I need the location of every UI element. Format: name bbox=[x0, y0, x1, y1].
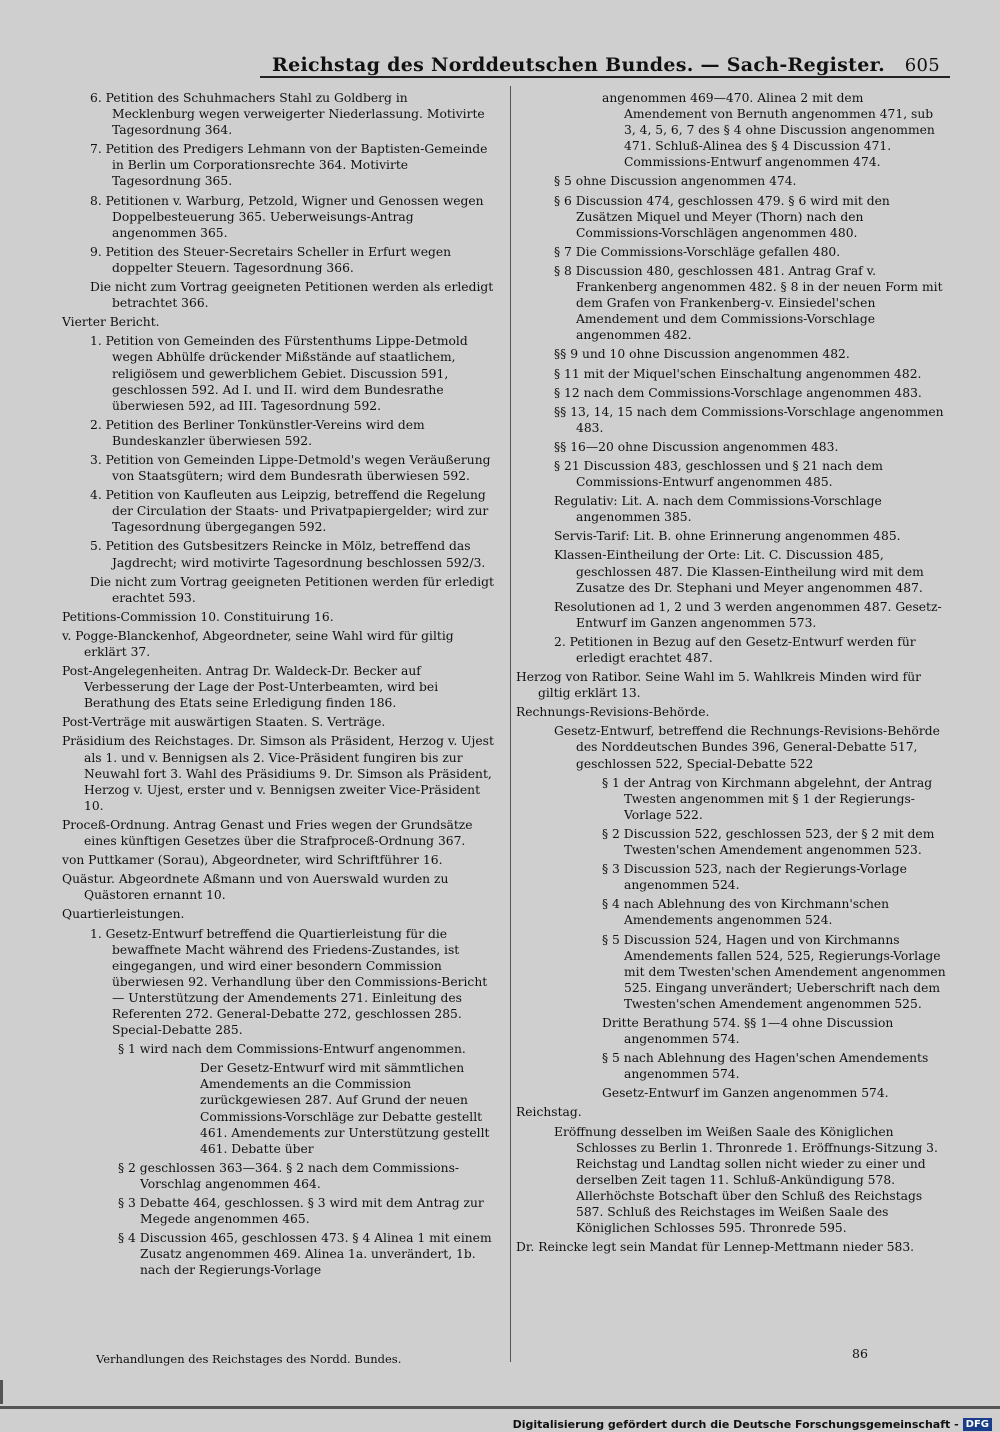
index-entry: § 3 Debatte 464, geschlossen. § 3 wird mit dem Antrag zur Megede angenommen 465. bbox=[118, 1196, 484, 1227]
index-entry: Quartierleistungen. bbox=[62, 907, 185, 922]
digitization-credit bbox=[513, 1418, 992, 1431]
right-column bbox=[516, 90, 946, 1258]
index-entry: Der Gesetz-Entwurf wird mit sämmtlichen Amendements an die Commission zurückgewiesen 287. Auf Grund der neuen Commissions-Vorschläge zur Debatte gestellt 461. Amendements zur Unterstützung gestellt 461. Debatte über bbox=[200, 1061, 490, 1156]
index-entry: Dr. Reincke legt sein Mandat für Lennep-Mettmann nieder 583. bbox=[516, 1240, 915, 1255]
index-entry: Präsidium des Reichstages. Dr. Simson als Präsident, Herzog v. Ujest als 1. und v. Bennigsen als 2. Vice-Präsident fungiren bis zur Neuwahl fort 3. Wahl des Präsidiums 9. Dr. Simson als Präsident, Herzog v. Ujest, erster und v. Bennigsen zweiter Vice-Präsident 10. bbox=[62, 734, 494, 813]
index-entry: Resolutionen ad 1, 2 und 3 werden angenommen 487. Gesetz-Entwurf im Ganzen angenommen 573. bbox=[554, 599, 942, 630]
index-entry: § 2 geschlossen 363—364. § 2 nach dem Commissions-Vorschlag angenommen 464. bbox=[118, 1160, 460, 1191]
index-entry: Rechnungs-Revisions-Behörde. bbox=[516, 705, 710, 720]
index-entry: v. Pogge-Blanckenhof, Abgeordneter, seine Wahl wird für giltig erklärt 37. bbox=[62, 628, 454, 659]
page-header bbox=[260, 40, 950, 78]
index-entry: § 5 ohne Discussion angenommen 474. bbox=[554, 174, 797, 189]
index-entry: § 8 Discussion 480, geschlossen 481. Antrag Graf v. Frankenberg angenommen 482. § 8 in der neuen Form mit dem Grafen von Frankenberg-v. Einsiedel'schen Amendement und dem Commissions-Vorschlage angenommen 482. bbox=[554, 263, 943, 343]
index-entry: Petitions-Commission 10. Constituirung 16. bbox=[62, 609, 334, 624]
index-entry: §§ 16—20 ohne Discussion angenommen 483. bbox=[554, 439, 839, 454]
index-entry: § 1 wird nach dem Commissions-Entwurf angenommen. bbox=[118, 1042, 466, 1057]
index-entry: Post-Verträge mit auswärtigen Staaten. S. Verträge. bbox=[62, 715, 386, 730]
column-divider bbox=[510, 86, 511, 1362]
index-entry: 9. Petition des Steuer-Secretairs Scheller in Erfurt wegen doppelter Steuern. Tagesordnung 366. bbox=[90, 244, 452, 275]
index-entry: Klassen-Eintheilung der Orte: Lit. C. Discussion 485, geschlossen 487. Die Klassen-Eintheilung wird mit dem Zusatze des Dr. Stephani und Meyer angenommen 487. bbox=[554, 548, 924, 595]
index-entry: § 4 nach Ablehnung des von Kirchmann'schen Amendements angenommen 524. bbox=[602, 897, 890, 928]
index-entry: 2. Petitionen in Bezug auf den Gesetz-Entwurf werden für erledigt erachtet 487. bbox=[554, 634, 916, 665]
index-entry: Vierter Bericht. bbox=[62, 315, 160, 330]
index-entry: § 5 Discussion 524, Hagen und von Kirchmanns Amendements fallen 524, 525, Regierungs-Vorlage mit dem Twesten'schen Amendement angenommen 525. Eingang unverändert; Ueberschrift nach dem Twesten'schen Amendement angenommen 525. bbox=[602, 932, 946, 1011]
index-entry: 6. Petition des Schuhmachers Stahl zu Goldberg in Mecklenburg wegen verweigerter Niederlassung. Motivirte Tagesordnung 364. bbox=[90, 91, 485, 138]
credit-text: Digitalisierung gefördert durch die Deutsche Forschungsgemeinschaft - bbox=[512, 1418, 959, 1431]
index-entry: angenommen 469—470. Alinea 2 mit dem Amendement von Bernuth angenommen 471, sub 3, 4, 5, 6, 7 des § 4 ohne Discussion angenommen 471. Schluß-Alinea des § 4 Discussion 471. Commissions-Entwurf angenommen 474. bbox=[602, 91, 935, 170]
sheet-signature: 86 bbox=[852, 1346, 868, 1361]
index-entry: Proceß-Ordnung. Antrag Genast und Fries wegen der Grundsätze eines künftigen Gesetzes über die Strafproceß-Ordnung 367. bbox=[62, 817, 473, 849]
index-entry: 3. Petition von Gemeinden Lippe-Detmold's wegen Veräußerung von Staatsgütern; wird dem Bundesrath überwiesen 592. bbox=[90, 452, 491, 484]
scan-edge-mark bbox=[0, 1380, 31, 1404]
index-entry: § 1 der Antrag von Kirchmann abgelehnt, der Antrag Twesten angenommen mit § 1 der Regierungs-Vorlage 522. bbox=[602, 775, 933, 822]
index-entry: Eröffnung desselben im Weißen Saale des Königlichen Schlosses zu Berlin 1. Thronrede 1. Eröffnungs-Sitzung 3. Reichstag und Landtag sollen nicht wieder zu einer und derselben Zeit tagen 11. Schluß-Ankündigung 578. Allerhöchste Botschaft über den Schluß des Reichstags 587. Schluß des Reichstages im Weißen Saale des Königlichen Schlosses 595. Thronrede 595. bbox=[554, 1124, 938, 1236]
index-entry: § 3 Discussion 523, nach der Regierungs-Vorlage angenommen 524. bbox=[602, 862, 907, 893]
index-entry: 1. Petition von Gemeinden des Fürstenthums Lippe-Detmold wegen Abhülfe drückender Mißstände auf staatlichem, religiösem und gewerblichem Gebiet. Discussion 591, geschlossen 592. Ad I. und II. wird dem Bundesrathe überwiesen 592, ad III. Tagesordnung 592. bbox=[90, 334, 468, 413]
index-entry: Reichstag. bbox=[516, 1105, 582, 1120]
index-entry: Post-Angelegenheiten. Antrag Dr. Waldeck-Dr. Becker auf Verbesserung der Lage der Post-Unterbeamten, wird bei Berathung des Etats seine Erledigung finden 186. bbox=[62, 664, 439, 711]
index-entry: Herzog von Ratibor. Seine Wahl im 5. Wahlkreis Minden wird für giltig erklärt 13. bbox=[516, 670, 922, 701]
index-entry: 1. Gesetz-Entwurf betreffend die Quartierleistung für die bewaffnete Macht während des Friedens-Zustandes, ist eingegangen, und wird einer besondern Commission überwiesen 92. Verhandlung über den Commissions-Bericht — Unterstützung der Amendements 271. Einleitung des Referenten 272. General-Debatte 272, geschlossen 285. Special-Debatte 285. bbox=[90, 926, 488, 1038]
index-entry: § 4 Discussion 465, geschlossen 473. § 4 Alinea 1 mit einem Zusatz angenommen 469. Alinea 1a. unverändert, 1b. nach der Regierungs-Vorlage bbox=[118, 1231, 492, 1278]
index-entry: §§ 13, 14, 15 nach dem Commissions-Vorschlage angenommen 483. bbox=[554, 404, 944, 435]
index-entry: § 7 Die Commissions-Vorschläge gefallen 480. bbox=[554, 244, 841, 259]
index-entry: Die nicht zum Vortrag geeigneten Petitionen werden für erledigt erachtet 593. bbox=[90, 574, 494, 605]
index-entry: Regulativ: Lit. A. nach dem Commissions-Vorschlage angenommen 385. bbox=[554, 494, 882, 525]
running-title: Reichstag des Norddeutschen Bundes. — Sach-Register. bbox=[272, 54, 886, 76]
index-entry: § 21 Discussion 483, geschlossen und § 21 nach dem Commissions-Entwurf angenommen 485. bbox=[554, 458, 883, 490]
index-entry: Dritte Berathung 574. §§ 1—4 ohne Discussion angenommen 574. bbox=[602, 1015, 894, 1047]
index-entry: § 5 nach Ablehnung des Hagen'schen Amendements angenommen 574. bbox=[602, 1051, 929, 1082]
index-entry: § 12 nach dem Commissions-Vorschlage angenommen 483. bbox=[554, 385, 922, 400]
index-entry: Die nicht zum Vortrag geeigneten Petitionen werden als erledigt betrachtet 366. bbox=[90, 280, 494, 311]
index-entry: § 2 Discussion 522, geschlossen 523, der § 2 mit dem Twesten'schen Amendement angenommen 523. bbox=[602, 826, 935, 858]
index-entry: §§ 9 und 10 ohne Discussion angenommen 482. bbox=[554, 347, 850, 362]
index-entry: § 11 mit der Miquel'schen Einschaltung angenommen 482. bbox=[554, 366, 922, 381]
index-entry: von Puttkamer (Sorau), Abgeordneter, wird Schriftführer 16. bbox=[62, 853, 443, 868]
dfg-logo: DFG bbox=[963, 1418, 992, 1431]
index-entry: 5. Petition des Gutsbesitzers Reincke in Mölz, betreffend das Jagdrecht; wird motivirte Tagesordnung beschlossen 592/3. bbox=[90, 539, 486, 570]
index-entry: Quästur. Abgeordnete Aßmann und von Auerswald wurden zu Quästoren ernannt 10. bbox=[62, 872, 449, 903]
page-number: 605 bbox=[904, 55, 940, 76]
index-entry: Gesetz-Entwurf im Ganzen angenommen 574. bbox=[602, 1086, 889, 1101]
index-entry: 2. Petition des Berliner Tonkünstler-Vereins wird dem Bundeskanzler überwiesen 592. bbox=[90, 417, 425, 448]
index-entry: 8. Petitionen v. Warburg, Petzold, Wigner und Genossen wegen Doppelbesteuerung 365. Ueberweisungs-Antrag angenommen 365. bbox=[90, 193, 484, 240]
index-entry: 4. Petition von Kaufleuten aus Leipzig, betreffend die Regelung der Circulation der Staats- und Privatpapiergelder; wird zur Tagesordnung übergegangen 592. bbox=[90, 488, 489, 535]
left-column bbox=[62, 90, 494, 1281]
index-entry: Gesetz-Entwurf, betreffend die Rechnungs-Revisions-Behörde des Norddeutschen Bundes 396, General-Debatte 517, geschlossen 522, Special-Debatte 522 bbox=[554, 724, 940, 771]
index-entry: § 6 Discussion 474, geschlossen 479. § 6 wird mit den Zusätzen Miquel und Meyer (Thorn) nach den Commissions-Vorschlägen angenommen 480. bbox=[554, 193, 890, 240]
index-entry: 7. Petition des Predigers Lehmann von der Baptisten-Gemeinde in Berlin um Corporationsrechte 364. Motivirte Tagesordnung 365. bbox=[90, 142, 488, 189]
bottom-rule bbox=[0, 1406, 1000, 1409]
footer-publication: Verhandlungen des Reichstages des Nordd. Bundes. bbox=[96, 1352, 402, 1366]
index-entry: Servis-Tarif: Lit. B. ohne Erinnerung angenommen 485. bbox=[554, 529, 901, 544]
